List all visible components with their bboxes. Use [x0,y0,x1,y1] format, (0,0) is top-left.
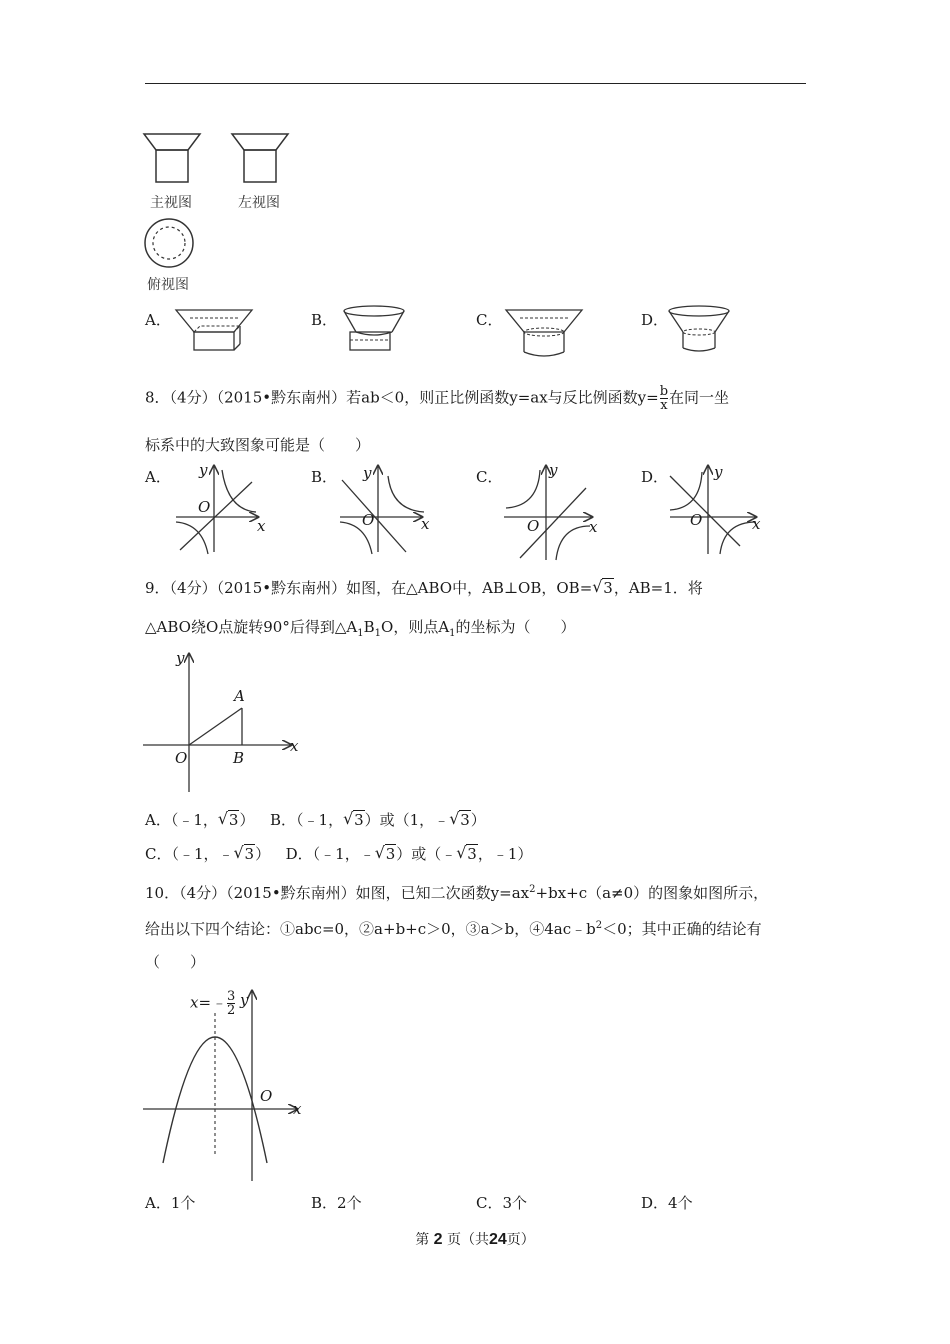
left-view-figure [228,130,298,190]
q10-option-a: A．1个 [145,1194,196,1212]
q8c-axis-x: x [589,518,598,536]
front-view-figure [140,130,210,190]
front-view-label: 主视图 [150,195,192,211]
q7-option-d-label: D． [641,311,669,329]
q8-graph-a [172,460,272,556]
q8-option-b-label: B． [311,468,338,486]
q8a-origin: O [198,498,211,516]
q10-label-x: x [293,1100,302,1118]
q7-option-a-label: A． [145,311,171,329]
q10-label-o: O [260,1087,273,1105]
q8-graph-b [336,460,436,556]
q8d-axis-x: x [752,515,761,533]
q8b-axis-x: x [421,515,430,533]
q10-stem-line2: 给出以下四个结论：①abc=0，②a+b+c＞0，③a＞b，$④4ac﹣b^2<0$；其中正确的结论有 [145,920,762,938]
q10-option-b: B．2个 [311,1194,362,1212]
q7-option-c-label: C． [476,311,503,329]
q9-options-row2: C．（﹣1，﹣√ 3） D．（﹣1，﹣√ 3）或（﹣√ 3，﹣1） [145,844,532,864]
q8-stem-line2: 标系中的大致图象可能是（ ） [145,436,371,454]
q7-option-c-figure [500,302,590,362]
q7-option-a-figure [170,302,260,358]
q8-option-c-label: C． [476,468,503,486]
q9-label-a: A [234,687,245,705]
q8-stem-line1: 8．（4分）（2015•黔东南州）若ab＜0，则正比例函数y=ax与反比例函数y= $\frac{b}{x}$ 在同一坐 [145,384,730,413]
q9-label-x: x [290,737,299,755]
page-total: 24 [489,1231,507,1248]
page-number: 2 [433,1231,443,1248]
q8b-axis-y: y [363,464,372,482]
q9-label-o: O [175,749,188,767]
q10-stem-line3: （ ） [145,953,206,971]
q9-options-row1: A．（﹣1，√ 3） B．（﹣1，√ 3）或（1，﹣√ 3） [145,810,486,830]
page-footer: 第 2 页（共24页） [415,1231,535,1248]
q10-option-d: D．4个 [641,1194,693,1212]
q8a-axis-x: x [257,517,266,535]
q8a-axis-y: y [199,461,208,479]
q9-stem-line2: △ABO绕O点旋转90°后得到$\triangle A_1B_1O$，则点$A_1$的坐标为（ ） [145,618,576,639]
q8c-origin: O [527,517,540,535]
q8-option-a-label: A． [145,468,171,486]
q8-option-d-label: D． [641,468,669,486]
q9-label-y: y [176,649,185,667]
top-view-figure [140,218,200,274]
q9-label-b: B [233,749,245,767]
header-rule [145,83,806,84]
q10-option-c: C．3个 [476,1194,528,1212]
q7-option-d-figure [665,302,745,358]
q8b-origin: O [362,511,375,529]
q9-figure [143,650,303,800]
q10-stem-line1: 10．（4分）（2015•黔东南州）如图，已知二次函数$y=ax^2+bx+c(a\ne 0)$的图象如图所示， [145,884,769,902]
q7-option-b-figure [338,302,418,358]
q8c-axis-y: y [549,461,558,479]
top-view-label: 俯视图 [147,277,189,293]
q7-option-b-label: B． [311,311,338,329]
q9-stem-line1: 9．（4分）（2015•黔东南州）如图，在△ABO中，AB⊥OB，OB=√ 3，AB=1．将 [145,578,703,598]
left-view-label: 左视图 [238,195,280,211]
q10-label-y: y [240,991,249,1009]
q10-axis-eq: x=﹣ $\frac{3}{2}$ [190,989,236,1018]
q8d-origin: O [690,511,703,529]
q8d-axis-y: y [714,463,723,481]
